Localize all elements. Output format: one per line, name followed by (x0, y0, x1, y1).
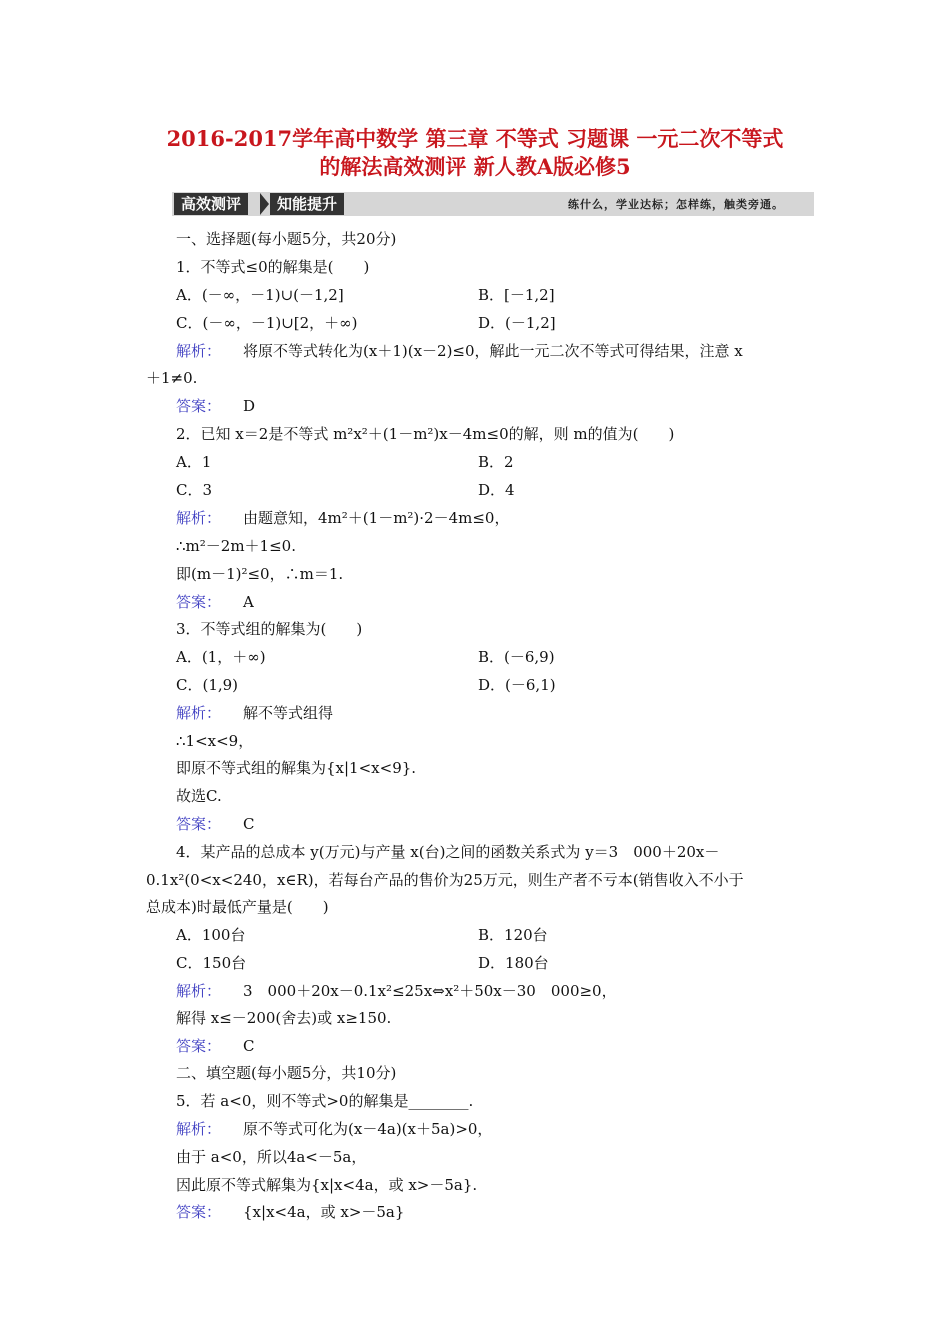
analysis-label: 解析： (176, 1120, 222, 1138)
option-c: C．3 (176, 481, 213, 499)
analysis-label: 解析： (176, 982, 222, 1000)
option-c: C．(1,9) (176, 676, 239, 694)
solution-line: 解析： 解不等式组得 (176, 704, 334, 722)
answer-line: 答案： D (176, 397, 256, 415)
option-b: B．[－1,2] (478, 286, 555, 304)
solution-line: 因此原不等式解集为{x|x<4a，或 x>－5a}. (176, 1176, 478, 1194)
section-heading: 二、填空题(每小题5分，共10分) (176, 1064, 397, 1082)
option-a: A．(－∞，－1)∪(－1,2] (176, 286, 344, 304)
option-a: A．1 (176, 453, 212, 471)
solution-line: 解析： 3 000＋20x－0.1x²≤25x⇔x²＋50x－30 000≥0， (176, 982, 617, 1000)
answer-line: 答案： A (176, 593, 254, 611)
option-b: B．2 (478, 453, 514, 471)
option-b: B．120台 (478, 926, 548, 944)
solution-line: 解得 x≤－200(舍去)或 x≥150. (176, 1009, 392, 1027)
question-4: 4．某产品的总成本 y(万元)与产量 x(台)之间的函数关系式为 y＝3 000＋20x－ (176, 843, 720, 861)
solution-line: ∴m²－2m＋1≤0. (176, 537, 296, 555)
option-d: D．(－6,1) (478, 676, 556, 694)
banner-slogan: 练什么，学业达标；怎样练，触类旁通。 (568, 198, 784, 211)
question-4-continued: 总成本)时最低产量是( ) (146, 898, 329, 916)
banner-tag-improve: 知能提升 (270, 193, 344, 215)
answer-label: 答案： (176, 593, 222, 611)
analysis-label: 解析： (176, 704, 222, 722)
option-d: D．180台 (478, 954, 549, 972)
answer-label: 答案： (176, 1203, 222, 1221)
solution-line: 故选C. (176, 787, 222, 805)
solution-line: 解析： 由题意知，4m²＋(1－m²)·2－4m≤0， (176, 509, 510, 527)
banner-tag-assessment: 高效测评 (174, 193, 248, 215)
option-d: D．4 (478, 481, 515, 499)
option-a: A．(1，＋∞) (176, 648, 266, 666)
solution-line: 即(m－1)²≤0，∴m＝1. (176, 565, 344, 583)
option-c: C．(－∞，－1)∪[2，＋∞) (176, 314, 358, 332)
option-d: D．(－1,2] (478, 314, 556, 332)
solution-line: ∴1<x<9， (176, 732, 254, 750)
analysis-label: 解析： (176, 509, 222, 527)
question-4-continued: 0.1x²(0<x<240，x∈R)，若每台产品的售价为25万元，则生产者不亏本(销售收入不小于 (146, 871, 744, 889)
document-title-line-1: 2016-2017学年高中数学 第三章 不等式 习题课 一元二次不等式 (166, 126, 784, 151)
option-a: A．100台 (176, 926, 246, 944)
section-banner (172, 192, 814, 216)
document-title-line-2: 的解法高效测评 新人教A版必修5 (319, 154, 631, 179)
section-heading: 一、选择题(每小题5分，共20分) (176, 230, 397, 248)
option-c: C．150台 (176, 954, 247, 972)
answer-line: 答案： {x|x<4a，或 x>－5a} (176, 1203, 405, 1221)
solution-line: ＋1≠0. (146, 369, 198, 387)
solution-line: 即原不等式组的解集为{x|1<x<9}. (176, 759, 417, 777)
question-3: 3．不等式组的解集为( ) (176, 620, 363, 638)
answer-line: 答案： C (176, 1037, 255, 1055)
analysis-label: 解析： (176, 342, 222, 360)
banner-arrow-icon (260, 193, 269, 215)
answer-label: 答案： (176, 1037, 222, 1055)
solution-line: 解析： 将原不等式转化为(x＋1)(x－2)≤0，解此一元二次不等式可得结果，注意 x (176, 342, 743, 360)
answer-label: 答案： (176, 815, 222, 833)
question-2: 2．已知 x＝2是不等式 m²x²＋(1－m²)x－4m≤0的解，则 m的值为( ) (176, 425, 675, 443)
solution-line: 由于 a<0，所以4a<－5a， (176, 1148, 367, 1166)
question-1: 1．不等式≤0的解集是( ) (176, 258, 370, 276)
option-b: B．(－6,9) (478, 648, 555, 666)
question-5: 5．若 a<0，则不等式>0的解集是________. (176, 1092, 474, 1110)
solution-line: 解析： 原不等式可化为(x－4a)(x＋5a)>0， (176, 1120, 493, 1138)
answer-label: 答案： (176, 397, 222, 415)
answer-line: 答案： C (176, 815, 255, 833)
